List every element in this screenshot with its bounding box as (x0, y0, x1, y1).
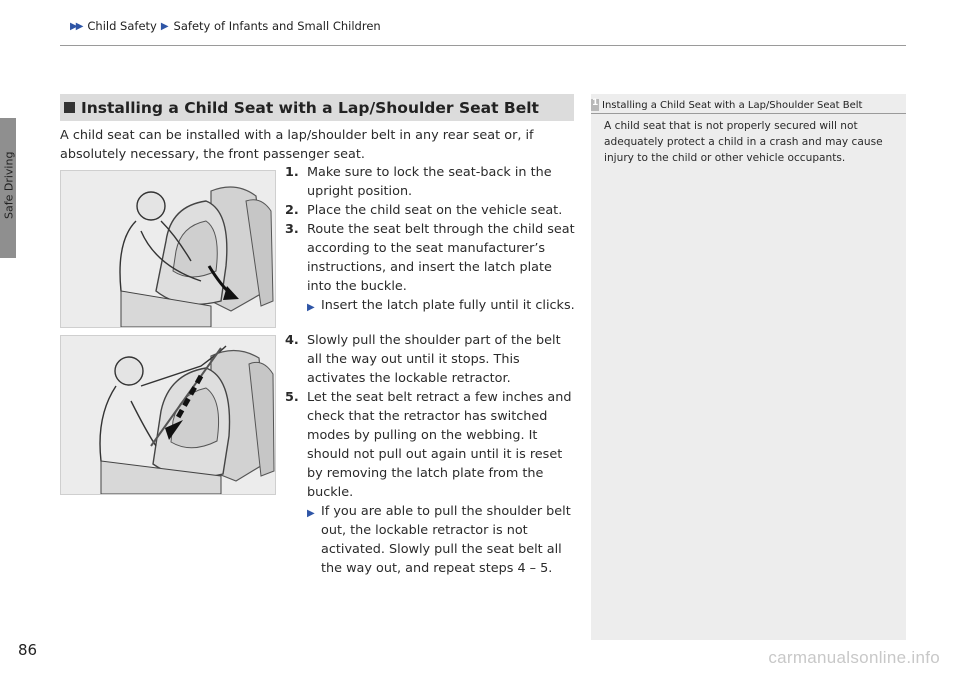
sidebar-title: Installing a Child Seat with a Lap/Shoulder Seat Belt (602, 99, 863, 111)
pull-belt-drawing (61, 336, 275, 494)
arrow-icon: ▶ (307, 508, 315, 519)
header-divider (60, 45, 906, 46)
illustration-insert-latch (60, 170, 276, 328)
step-number: 1. (285, 165, 299, 180)
step-item (285, 201, 575, 220)
illustration-pull-belt (60, 335, 276, 495)
arrow-icon: ▶ (307, 302, 315, 313)
arrow-icon: ▶ (160, 20, 169, 32)
step-item (285, 220, 575, 296)
step-note (307, 502, 575, 578)
child-seat-install-drawing (61, 171, 275, 327)
section-title: Installing a Child Seat with a Lap/Shoulder Seat Belt (81, 98, 539, 117)
step-text: Make sure to lock the seat-back in the upright position. (307, 165, 552, 199)
breadcrumb-safety-infants[interactable]: Safety of Infants and Small Children (173, 19, 381, 33)
step-item (285, 163, 575, 201)
sidebar-body: A child seat that is not properly secured will not adequately protect a child in a crash and may cause injury to the child or other vehicle occupants. (604, 120, 883, 164)
steps-group-1 (285, 163, 575, 317)
page-number: 86 (18, 641, 38, 659)
step-note-text: Insert the latch plate fully until it clicks. (321, 298, 575, 313)
steps-group-2 (285, 331, 575, 578)
step-text: Let the seat belt retract a few inches and check that the retractor has switched modes by pulling on the webbing. It should not pull out again until it is reset by removing the latch plate from the buckle. (307, 390, 572, 500)
step-text: Place the child seat on the vehicle seat. (307, 203, 563, 218)
side-tab-label: Safe Driving (2, 151, 16, 219)
sidebar-heading (591, 97, 906, 114)
step-text: Slowly pull the shoulder part of the belt all the way out until it stops. This activates the lockable retractor. (307, 333, 561, 386)
step-number: 4. (285, 333, 299, 348)
section-heading (60, 94, 574, 121)
square-bullet-icon (64, 102, 75, 113)
breadcrumb-child-safety[interactable]: Child Safety (87, 19, 157, 33)
breadcrumb (70, 19, 381, 33)
step-number: 3. (285, 222, 299, 237)
step-number: 5. (285, 390, 299, 405)
step-note (307, 296, 575, 317)
step-item (285, 388, 575, 502)
intro-paragraph: A child seat can be installed with a lap/shoulder belt in any rear seat or, if absolutely necessary, the front passenger seat. (60, 128, 534, 162)
watermark: carmanualsonline.info (768, 648, 940, 667)
step-number: 2. (285, 203, 299, 218)
step-item (285, 331, 575, 388)
step-note-text: If you are able to pull the shoulder belt out, the lockable retractor is not activated. Slowly pull the seat belt all the way out, and repeat steps 4 – 5. (321, 504, 571, 576)
step-text: Route the seat belt through the child seat according to the seat manufacturer’s instructions, and insert the latch plate into the buckle. (307, 222, 575, 294)
note-marker-icon (591, 99, 599, 111)
double-arrow-icon: ▶▶ (70, 20, 82, 32)
sidebar-note (591, 94, 906, 640)
